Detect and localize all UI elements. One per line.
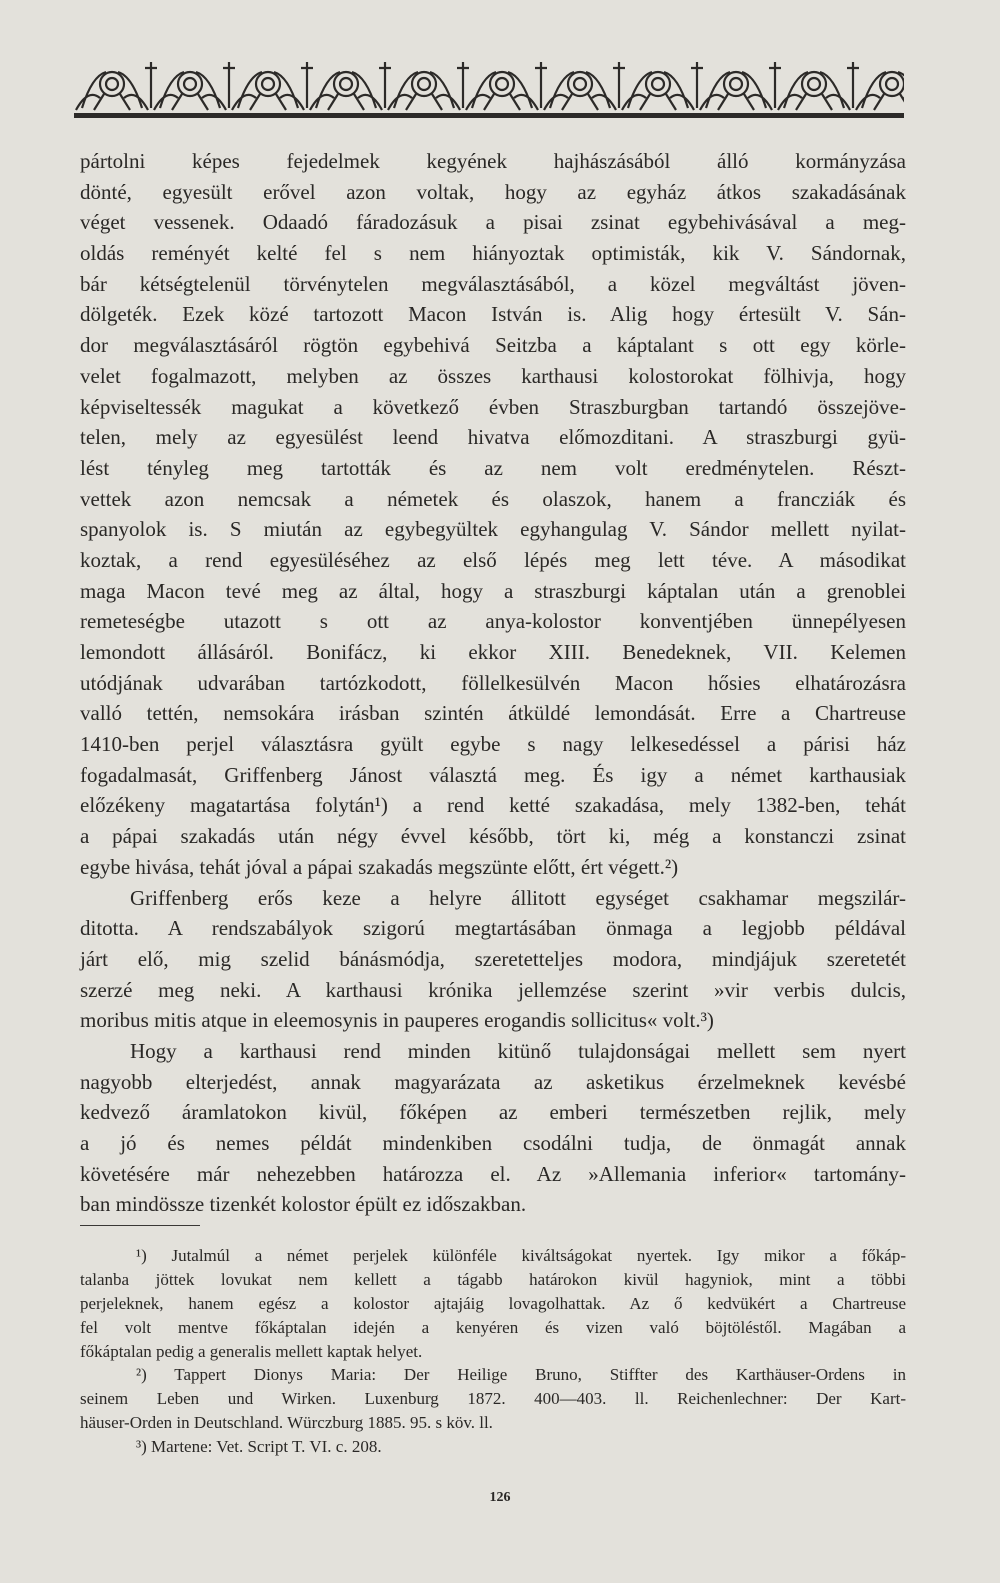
text-line: moribus mitis atque in eleemosynis in pauperes erogandis sollicitus« volt.³) [80,1008,714,1033]
footnote-line: häuser-Orden in Deutschland. Würczburg 1885. 95. s köv. ll. [80,1413,493,1433]
text-line: velet fogalmazott, melyben az összes karthausi kolostorokat fölhivja, hogy [80,363,906,388]
footnote-line: talanba jöttek lovukat nem kellett a tágabb határokon kivül hagyniok, mint a többi [80,1269,906,1289]
footnote-line: ²) Tappert Dionys Maria: Der Heilige Bruno, Stiffter des Karthäuser-Ordens in [136,1365,906,1385]
text-line: 1410-ben perjel választásra gyült egybe s nagy lelkesedéssel a párisi ház [80,732,906,757]
text-line: fogadalmasát, Griffenberg Jánost választá meg. És igy a német karthausiak [80,762,906,787]
text-line: dönté, egyesült erővel azon voltak, hogy az egyház átkos szakadásának [80,179,906,204]
text-line: telen, mely az egyesülést leend hivatva előmozditani. A straszburgi gyü- [80,425,906,450]
text-line: lést tényleg meg tartották és az nem volt eredménytelen. Részt- [80,455,906,480]
text-line: remeteségbe utazott s ott az anya-kolostor konventjében ünnepélyesen [80,609,906,634]
paragraph-start-line: Griffenberg erős keze a helyre állitott egységet csakhamar megszilár- [130,885,906,910]
text-line: valló tettén, nemsokára irásban szintén átküldé lemondását. Erre a Chartreuse [80,701,906,726]
text-line: követésére már nehezebben határozza el. Az »Allemania inferior« tartomány- [80,1161,906,1186]
text-line: ban mindössze tizenkét kolostor épült ez időszakban. [80,1192,527,1217]
text-line: utódjának udvarában tartózkodott, föllelkesülvén Macon hősies elhatározásra [80,670,906,695]
text-line: vettek azon nemcsak a németek és olaszok, hanem a francziák és [80,486,906,511]
text-line: előzékeny magatartása folytán¹) a rend ketté szakadása, mely 1382-ben, tehát [80,793,906,818]
text-line: koztak, a rend egyesüléséhez az első lépés meg lett téve. A másodikat [80,547,906,572]
text-line: oldás reményét kelté fel s nem hiányoztak optimisták, kik V. Sándornak, [80,241,906,266]
footnote-line: fel volt mentve főkáptalan idején a kenyéren és vizen való böjtöléstől. Magában a [80,1317,906,1337]
text-line: bár kétségtelenül törvénytelen megválasztásából, a közel megváltást jöven- [80,271,906,296]
text-line: véget vessenek. Odaadó fáradozásuk a pisai zsinat egybehivásával a meg- [80,210,906,235]
text-line: pártolni képes fejedelmek kegyének hajhászásából álló kormányzása [80,149,906,173]
text-line: dor megválasztásáról rögtön egybehivá Seitzba a káptalant s ott egy körle- [80,333,906,358]
text-line: kedvező áramlatokon kivül, főképen az emberi természetben rejlik, mely [80,1100,906,1125]
footnote-divider [80,1225,200,1226]
floral-header-ornament-icon [74,58,904,122]
text-line: a pápai szakadás után négy évvel később, tört ki, még a konstanczi zsinat [80,824,906,849]
main-text [80,146,906,1220]
footnote-line: perjeleknek, hanem egész a kolostor ajtajáig lovagolhattak. Az ő kedvükért a Chartreuse [80,1293,906,1313]
text-line: nagyobb elterjedést, annak magyarázata az asketikus érzelmeknek kevésbé [80,1069,906,1094]
text-line: ditotta. A rendszabályok szigorú megtartásában önmaga a legjobb példával [80,916,906,941]
paragraph-start-line: Hogy a karthausi rend minden kitünő tulajdonságai mellett sem nyert [130,1038,906,1063]
text-line: képviseltessék magukat a következő évben Straszburgban tartandó összejöve- [80,394,906,419]
text-line: lemondott állásáról. Bonifácz, ki ekkor XIII. Benedeknek, VII. Kelemen [80,640,906,664]
text-line: dölgeték. Ezek közé tartozott Macon István is. Alig hogy értesült V. Sán- [80,302,906,327]
text-line: szerzé meg neki. A karthausi krónika jellemzése szerint »vir verbis dulcis, [80,977,906,1002]
footnote-line: főkáptalan pedig a generalis mellett kaptak helyet. [80,1341,423,1361]
text-line: járt elő, mig szelid bánásmódja, szeretetteljes modora, mindjájuk szeretetét [80,946,906,971]
text-line: egybe hivása, tehát jóval a pápai szakadás megszünte előtt, ért végett.²) [80,854,679,879]
footnote-line: seinem Leben und Wirken. Luxenburg 1872. 400—403. ll. Reichenlechner: Der Kart- [80,1389,906,1409]
text-line: maga Macon tevé meg az által, hogy a straszburgi káptalan után a grenoblei [80,578,906,603]
footnote-line: ¹) Jutalmúl a német perjelek különféle kiváltságokat nyertek. Igy mikor a főkáp- [136,1246,906,1265]
text-line: spanyolok is. S miután az egybegyültek egyhangulag V. Sándor mellett nyilat- [80,517,906,542]
page-number: 126 [489,1490,511,1505]
footnote-line: ³) Martene: Vet. Script T. VI. c. 208. [136,1437,382,1457]
text-line: a jó és nemes példát mindenkiben csodálni tudja, de önmagát annak [80,1131,906,1155]
footnotes [80,1244,906,1459]
